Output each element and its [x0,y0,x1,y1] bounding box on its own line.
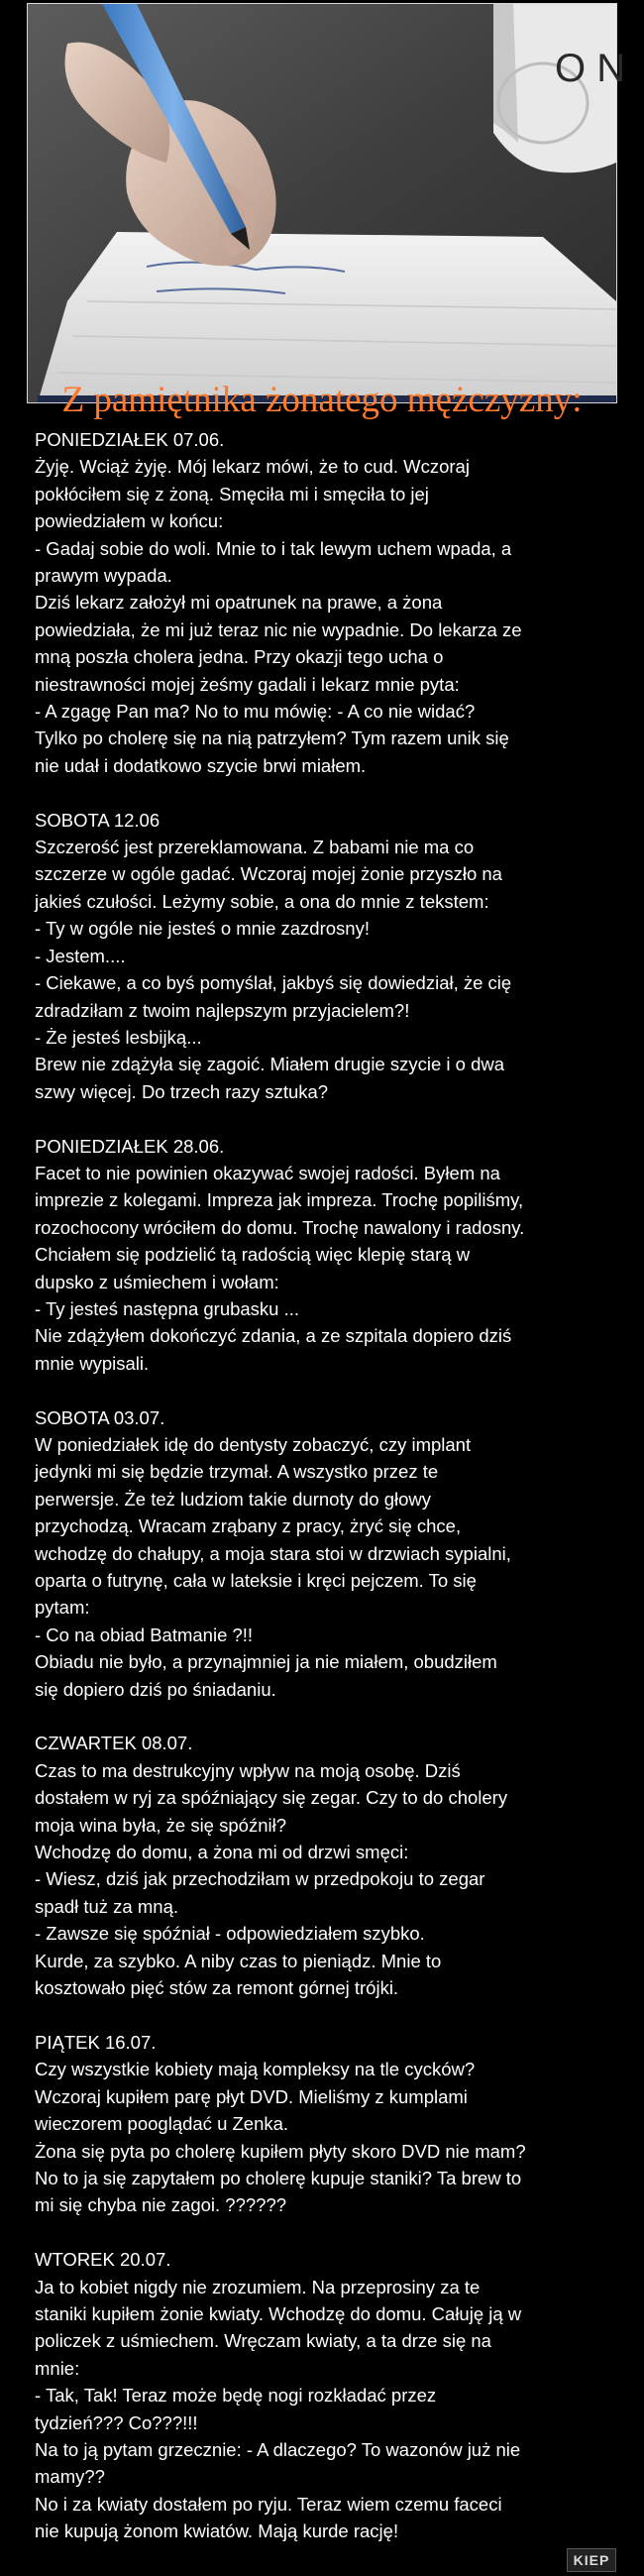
entry-line: mi się chyba nie zagoi. ?????? [35,2194,287,2216]
diary-entry-1206 [35,807,619,1105]
entry-line: Żyję. Wciąż żyję. Mój lekarz mówi, że to cud. Wczoraj [35,456,470,478]
diary-entry-1607 [35,2029,619,2219]
entry-heading: PONIEDZIAŁEK 07.06. [35,429,225,450]
entry-line: Nie zdążyłem dokończyć zdania, a ze szpitala dopiero dziś [35,1325,512,1347]
entry-line: powiedziałem w końcu: [35,510,224,532]
entry-line: Obiadu nie było, a przynajmniej ja nie miałem, obudziłem [35,1651,497,1673]
hand-writing-photo [27,3,626,403]
entry-line: nie kupują żonom kwiatów. Mają kurde rację! [35,2520,399,2542]
entry-line: - A zgagę Pan ma? No to mu mówię: - A co nie widać? [35,701,476,723]
site-watermark-logo: KIEP [567,2548,616,2572]
entry-line: mnie wypisali. [35,1352,150,1374]
entry-line: W poniedziałek idę do dentysty zobaczyć, czy implant [35,1433,472,1455]
entry-line: staniki kupiłem żonie kwiaty. Wchodzę do domu. Całuję ją w [35,2302,522,2324]
entry-line: rozochocony wróciłem do domu. Trochę nawalony i radosny. [35,1216,525,1238]
entry-line: niestrawności mojej żeśmy gadali i lekarz mnie pyta: [35,673,460,695]
entry-line: Dziś lekarz założył mi opatrunek na prawe, a żona [35,592,443,614]
entry-line: Na to ją pytam grzecznie: - A dlaczego? To wazonów już nie [35,2438,521,2460]
entry-line: mamy?? [35,2466,105,2488]
mug-lettering: O N [555,47,626,90]
entry-line: No to ja się zapytałem po cholerę kupuje staniki? Ta brew to [35,2167,522,2188]
entry-line: jedynki mi się będzie trzymał. A wszystko przez te [35,1461,439,1483]
entry-line: moja wina była, że się spóźnił? [35,1814,286,1836]
entry-line: Czas to ma destrukcyjny wpływ na moją osobę. Dziś [35,1759,461,1781]
entry-line: imprezie z kolegami. Impreza jak impreza. Trochę popiliśmy, [35,1189,524,1211]
entry-line: spadł tuż za mną. [35,1895,178,1917]
entry-line: - Tak, Tak! Teraz może będę nogi rozkładać przez [35,2385,437,2407]
diary-entry-0807 [35,1730,619,2001]
entry-line: Chciałem się podzielić tą radością więc klepię starą w [35,1244,471,1266]
entry-line: - Że jesteś lesbijką... [35,1026,202,1048]
entry-line: perwersje. Że też ludziom takie durnoty do głowy [35,1488,431,1510]
entry-line: jakieś czułości. Leżymy sobie, a ona do mnie z tekstem: [35,890,489,912]
entry-line: pokłóciłem się z żoną. Smęciła mi i smęciła to jej [35,483,429,504]
entry-line: No i za kwiaty dostałem po ryju. Teraz wiem czemu faceci [35,2493,502,2515]
entry-line: Ja to kobiet nigdy nie zrozumiem. Na przeprosiny za te [35,2276,481,2297]
entry-line: - Zawsze się spóźniał - odpowiedziałem szybko. [35,1923,425,1945]
diary-entry-2806 [35,1133,619,1378]
entry-line: się dopiero dziś po śniadaniu. [35,1678,276,1700]
entry-heading: SOBOTA 12.06 [35,809,161,831]
entry-heading: PIĄTEK 16.07. [35,2031,157,2053]
entry-line: powiedziała, że mi już teraz nic nie wypadnie. Do lekarza ze [35,618,522,640]
entry-line: - Wiesz, dziś jak przechodziłam w przedpokoju to zegar [35,1868,485,1890]
entry-line: Szczerość jest przereklamowana. Z babami nie ma co [35,837,475,858]
entry-heading: CZWARTEK 08.07. [35,1733,193,1754]
entry-line: wchodzę do chałupy, a moja stara stoi w drzwiach sypialni, [35,1542,511,1564]
entry-line: Wchodzę do domu, a żona mi od drzwi smęci: [35,1842,409,1863]
entry-line: szwy więcej. Do trzech razy sztuka? [35,1080,329,1102]
entry-line: - Ty jesteś następna grubasku ... [35,1297,300,1319]
entry-line: Żona się pyta po cholerę kupiłem płyty skoro DVD nie mam? [35,2140,526,2162]
entry-line: zdradziłam z twoim najlepszym przyjacielem?! [35,999,410,1021]
entry-line: pytam: [35,1597,90,1619]
entry-line: szczerze w ogóle gadać. Wczoraj mojej żonie przyszło na [35,863,502,885]
entry-line: - Ciekawe, a co byś pomyślał, jakbyś się dowiedział, że cię [35,972,512,994]
entry-line: oparta o futrynę, cała w lateksie i kręci pejczem. To się [35,1570,477,1592]
entry-line: Kurde, za szybko. A niby czas to pieniądz. Mnie to [35,1950,442,1971]
diary-entry-2007 [35,2246,619,2544]
entry-line: tydzień??? Co???!!! [35,2411,198,2433]
entry-line: kosztowało pięć stów za remont górnej trójki. [35,1977,399,1999]
entry-line: - Jestem.... [35,945,126,966]
entry-line: - Co na obiad Batmanie ?!! [35,1624,254,1645]
entry-line: - Gadaj sobie do woli. Mnie to i tak lewym uchem wpada, a [35,537,512,559]
entry-line: Czy wszystkie kobiety mają kompleksy na tle cycków? [35,2059,476,2080]
entry-line: mnie: [35,2357,80,2379]
entry-line: policzek z uśmiechem. Wręczam kwiaty, a ta drze się na [35,2330,491,2352]
entry-line: Tylko po cholerę się na nią patrzyłem? Tym razem unik się [35,728,509,749]
diary-entry-0607 [35,426,619,779]
entry-line: mną poszła cholera jedna. Przy okazji tego ucha o [35,646,444,668]
entry-line: - Ty w ogóle nie jesteś o mnie zazdrosny! [35,918,370,940]
diary-entry-0307 [35,1404,619,1703]
entry-heading: PONIEDZIAŁEK 28.06. [35,1135,225,1157]
entry-line: Wczoraj kupiłem parę płyt DVD. Mieliśmy z kumplami [35,2085,468,2107]
entry-line: dupsko z uśmiechem i wołam: [35,1271,279,1292]
entry-line: Brew nie zdążyła się zagoić. Miałem drugie szycie i o dwa [35,1054,505,1075]
entry-line: prawym wypada. [35,565,172,587]
entry-heading: SOBOTA 03.07. [35,1406,165,1428]
entry-line: dostałem w ryj za spóźniający się zegar. Czy to do cholery [35,1787,508,1809]
entry-heading: WTOREK 20.07. [35,2249,171,2271]
entry-line: Facet to nie powinien okazywać swojej radości. Byłem na [35,1162,500,1183]
entry-line: nie udał i dodatkowo szycie brwi miałem. [35,754,367,776]
diary-body [35,426,619,2545]
entry-line: wieczorem pooglądać u Zenka. [35,2113,289,2135]
entry-line: przychodzą. Wracam zrąbany z pracy, żryć się chce, [35,1515,462,1537]
page-title: Z pamiętnika żonatego mężczyzny: [61,380,583,420]
